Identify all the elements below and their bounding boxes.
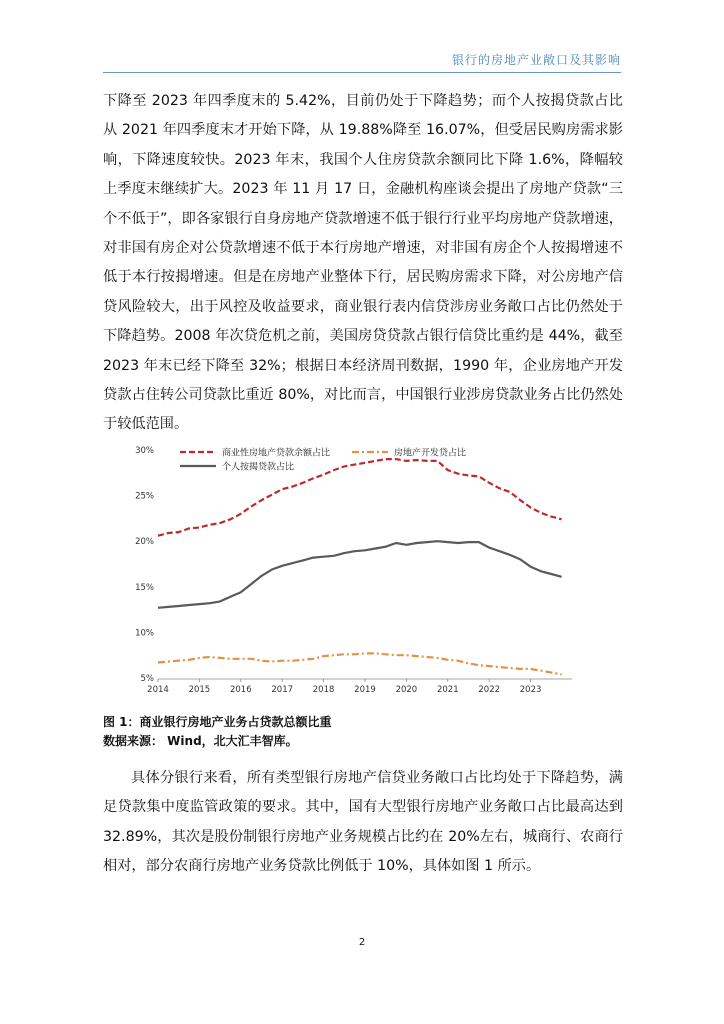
x-tick-label: 2017	[271, 685, 294, 695]
legend-label-2: 房地产开发贷占比	[394, 448, 467, 459]
page-number: 2	[358, 937, 366, 948]
x-tick-label: 2014	[147, 685, 169, 695]
header-rule	[103, 72, 621, 73]
figure-caption-block	[103, 713, 332, 751]
x-tick-label: 2018	[312, 685, 335, 695]
x-tick-label: 2023	[519, 685, 542, 695]
legend-label-3: 个人按揭贷款占比	[222, 462, 295, 473]
x-tick-label: 2019	[354, 685, 376, 695]
legend-label-1: 商业性房地产贷款余额占比	[222, 448, 331, 459]
line-chart	[132, 438, 590, 712]
plot-area	[158, 446, 572, 678]
y-tick-label: 20%	[135, 537, 154, 548]
x-tick-label: 2021	[436, 685, 459, 695]
y-tick-label: 5%	[140, 674, 154, 684]
y-tick-label: 30%	[135, 446, 154, 456]
body-paragraph-1: 下降至 2023 年四季度末的 5.42%，目前仍处于下降趋势；而个人按揭贷款占比从 2021 年四季度末才开始下降，从 19.88%降至 16.07%，但受居民购房需求影响，下降速度较快。2023 年末，我国个人住房贷款余额同比下降 1.6%，降幅较上季度末继续扩大。2023 年 11 月 17 日，金融机构座谈会提出了房地产贷款“三个不低于”，即各家银行自身房地产贷款增速不低于银行行业平均房地产贷款增速，对非国有房企对公贷款增速不低于本行房地产增速，对非国有房企个人按揭增速不低于本行按揭增速。但是在房地产业整体下行，居民购房需求下降，对公房地产信贷风险较大，出于风控及收益要求，商业银行表内信贷涉房业务敞口占比仍然处于下降趋势。2008 年次贷危机之前，美国房贷贷款占银行信贷比重约是 44%，截至 2023 年末已经下降至 32%；根据日本经济周刊数据，1990 年，企业房地产开发贷款占住转公司贷款比重近 80%，对比而言，中国银行业涉房贷款业务占比仍然处于较低范围。	[103, 93, 623, 433]
x-tick-label: 2020	[395, 685, 418, 695]
chart-container	[132, 438, 590, 712]
body-paragraph-2: 具体分银行来看，所有类型银行房地产信贷业务敞口占比均处于下降趋势，满足贷款集中度监管政策的要求。其中，国有大型银行房地产业务敞口占比最高达到 32.89%，其次是股份制银行房地产业务规模占比约在 20%左右，城商行、农商行相对，部分农商行房地产业务贷款比例低于 10%，具体如图 1 所示。	[103, 770, 623, 875]
x-tick-label: 2016	[229, 685, 252, 695]
figure-caption: 图 1：商业银行房地产业务占贷款总额比重	[103, 715, 332, 729]
x-tick-label: 2015	[188, 685, 211, 695]
y-tick-label: 10%	[135, 628, 154, 639]
figure-source: 数据来源： Wind，北大汇丰智库。	[103, 734, 298, 748]
y-tick-label: 25%	[135, 491, 154, 502]
x-tick-label: 2022	[478, 685, 501, 695]
y-tick-label: 15%	[135, 582, 154, 593]
running-header: 银行的房地产业敞口及其影响	[451, 53, 621, 67]
